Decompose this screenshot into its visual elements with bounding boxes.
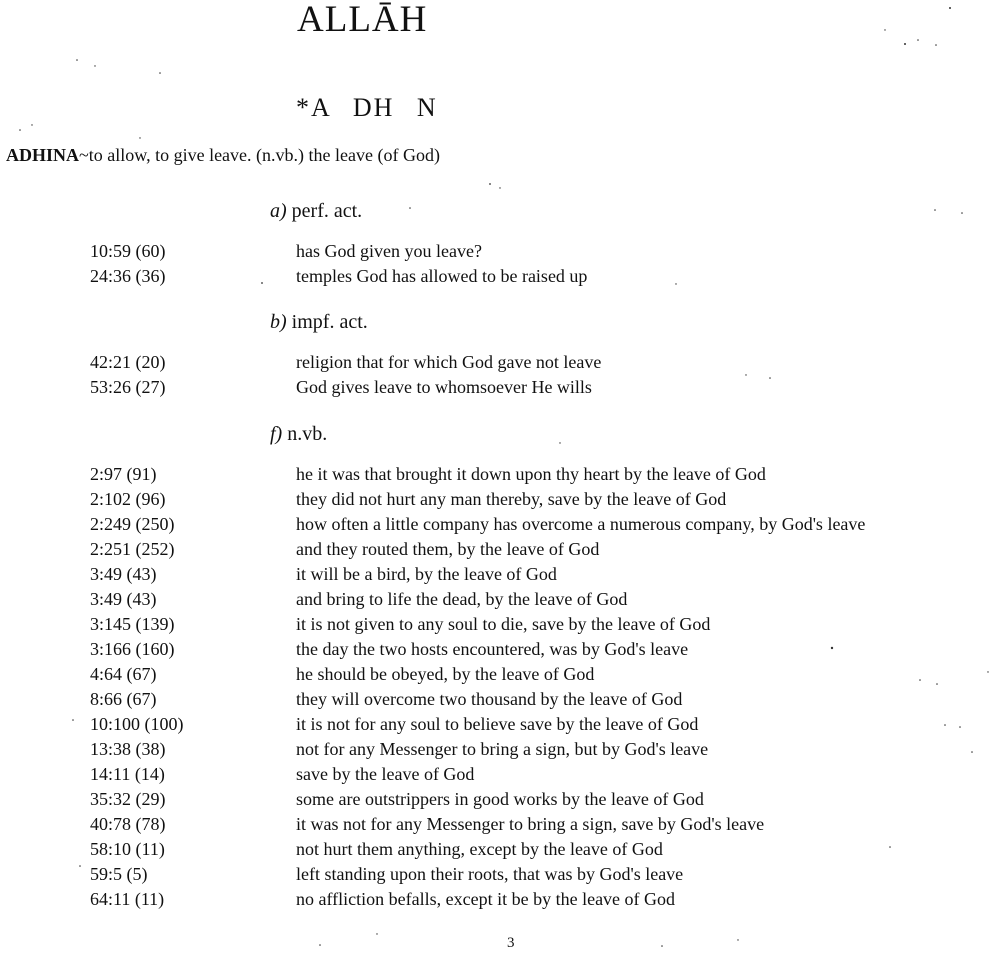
list-item xyxy=(0,737,1000,762)
verse-text: they did not hurt any man thereby, save by the leave of God xyxy=(296,489,727,509)
verse-reference: 13:38 (38) xyxy=(90,739,166,759)
verse-reference: 2:249 (250) xyxy=(90,514,175,534)
verse-text: the day the two hosts encountered, was by God's leave xyxy=(296,639,689,659)
section-letter: b) xyxy=(270,311,287,333)
list-item xyxy=(0,487,1000,512)
verse-reference: 3:49 (43) xyxy=(90,564,157,584)
verse-reference: 59:5 (5) xyxy=(90,864,148,884)
list-item xyxy=(0,537,1000,562)
verse-text: it will be a bird, by the leave of God xyxy=(296,564,557,584)
verse-reference: 24:36 (36) xyxy=(90,266,166,286)
verse-reference: 8:66 (67) xyxy=(90,689,157,709)
verse-reference: 40:78 (78) xyxy=(90,814,166,834)
list-item xyxy=(0,787,1000,812)
verse-text: not hurt them anything, except by the leave of God xyxy=(296,839,663,859)
verse-text: has God given you leave? xyxy=(296,241,482,261)
section-label-text: n.vb. xyxy=(287,423,328,445)
verse-reference: 42:21 (20) xyxy=(90,352,166,372)
verse-reference: 53:26 (27) xyxy=(90,377,166,397)
list-item xyxy=(0,837,1000,862)
verse-text: left standing upon their roots, that was by God's leave xyxy=(296,864,684,884)
section-letter: a) xyxy=(270,200,287,222)
verse-text: he it was that brought it down upon thy heart by the leave of God xyxy=(296,464,766,484)
list-item xyxy=(0,887,1000,912)
verse-text: it is not for any soul to believe save by the leave of God xyxy=(296,714,699,734)
page-title: ALLĀH xyxy=(297,0,428,40)
list-item xyxy=(0,239,1000,264)
verse-reference: 10:59 (60) xyxy=(90,241,166,261)
list-item xyxy=(0,612,1000,637)
list-item xyxy=(0,350,1000,375)
verse-reference: 3:49 (43) xyxy=(90,589,157,609)
verse-reference: 2:251 (252) xyxy=(90,539,175,559)
list-item xyxy=(0,375,1000,400)
verse-reference: 58:10 (11) xyxy=(90,839,165,859)
section-label-impf-act xyxy=(270,310,368,334)
verse-reference: 2:97 (91) xyxy=(90,464,157,484)
section-label-n-vb xyxy=(270,422,327,446)
entry-headword: ADHINA xyxy=(6,145,80,165)
verse-text: it is not given to any soul to die, save by the leave of God xyxy=(296,614,711,634)
page-number: 3 xyxy=(507,935,515,951)
list-item xyxy=(0,587,1000,612)
verse-reference: 3:166 (160) xyxy=(90,639,175,659)
verse-reference: 14:11 (14) xyxy=(90,764,165,784)
list-item xyxy=(0,862,1000,887)
verse-text: he should be obeyed, by the leave of God xyxy=(296,664,595,684)
verse-text: and bring to life the dead, by the leave of God xyxy=(296,589,628,609)
verse-reference: 10:100 (100) xyxy=(90,714,184,734)
verse-text: religion that for which God gave not leave xyxy=(296,352,602,372)
list-item xyxy=(0,637,1000,662)
verse-reference: 4:64 (67) xyxy=(90,664,157,684)
section-letter: f) xyxy=(270,423,283,445)
list-item xyxy=(0,462,1000,487)
verse-text: temples God has allowed to be raised up xyxy=(296,266,588,286)
list-item xyxy=(0,812,1000,837)
verse-reference: 2:102 (96) xyxy=(90,489,166,509)
root-letters: *A DH N xyxy=(296,93,438,122)
list-item xyxy=(0,712,1000,737)
list-item xyxy=(0,662,1000,687)
verse-text: some are outstrippers in good works by the leave of God xyxy=(296,789,704,809)
section-label-text: impf. act. xyxy=(291,311,368,333)
verse-text: how often a little company has overcome a numerous company, by God's leave xyxy=(296,514,866,534)
verse-reference: 64:11 (11) xyxy=(90,889,165,909)
list-item xyxy=(0,762,1000,787)
list-item xyxy=(0,562,1000,587)
entry-definition: ~to allow, to give leave. (n.vb.) the leave (of God) xyxy=(79,145,440,165)
verse-text: it was not for any Messenger to bring a sign, save by God's leave xyxy=(296,814,765,834)
verse-text: God gives leave to whomsoever He wills xyxy=(296,377,592,397)
verse-text: and they routed them, by the leave of God xyxy=(296,539,600,559)
list-item xyxy=(0,687,1000,712)
verse-reference: 3:145 (139) xyxy=(90,614,175,634)
verse-text: they will overcome two thousand by the leave of God xyxy=(296,689,683,709)
list-item xyxy=(0,512,1000,537)
verse-text: not for any Messenger to bring a sign, but by God's leave xyxy=(296,739,709,759)
section-label-perf-act xyxy=(270,199,362,223)
verse-text: save by the leave of God xyxy=(296,764,475,784)
list-item xyxy=(0,264,1000,289)
section-label-text: perf. act. xyxy=(291,200,363,222)
verse-reference: 35:32 (29) xyxy=(90,789,166,809)
entry-line xyxy=(6,144,440,166)
verse-text: no affliction befalls, except it be by the leave of God xyxy=(296,889,676,909)
